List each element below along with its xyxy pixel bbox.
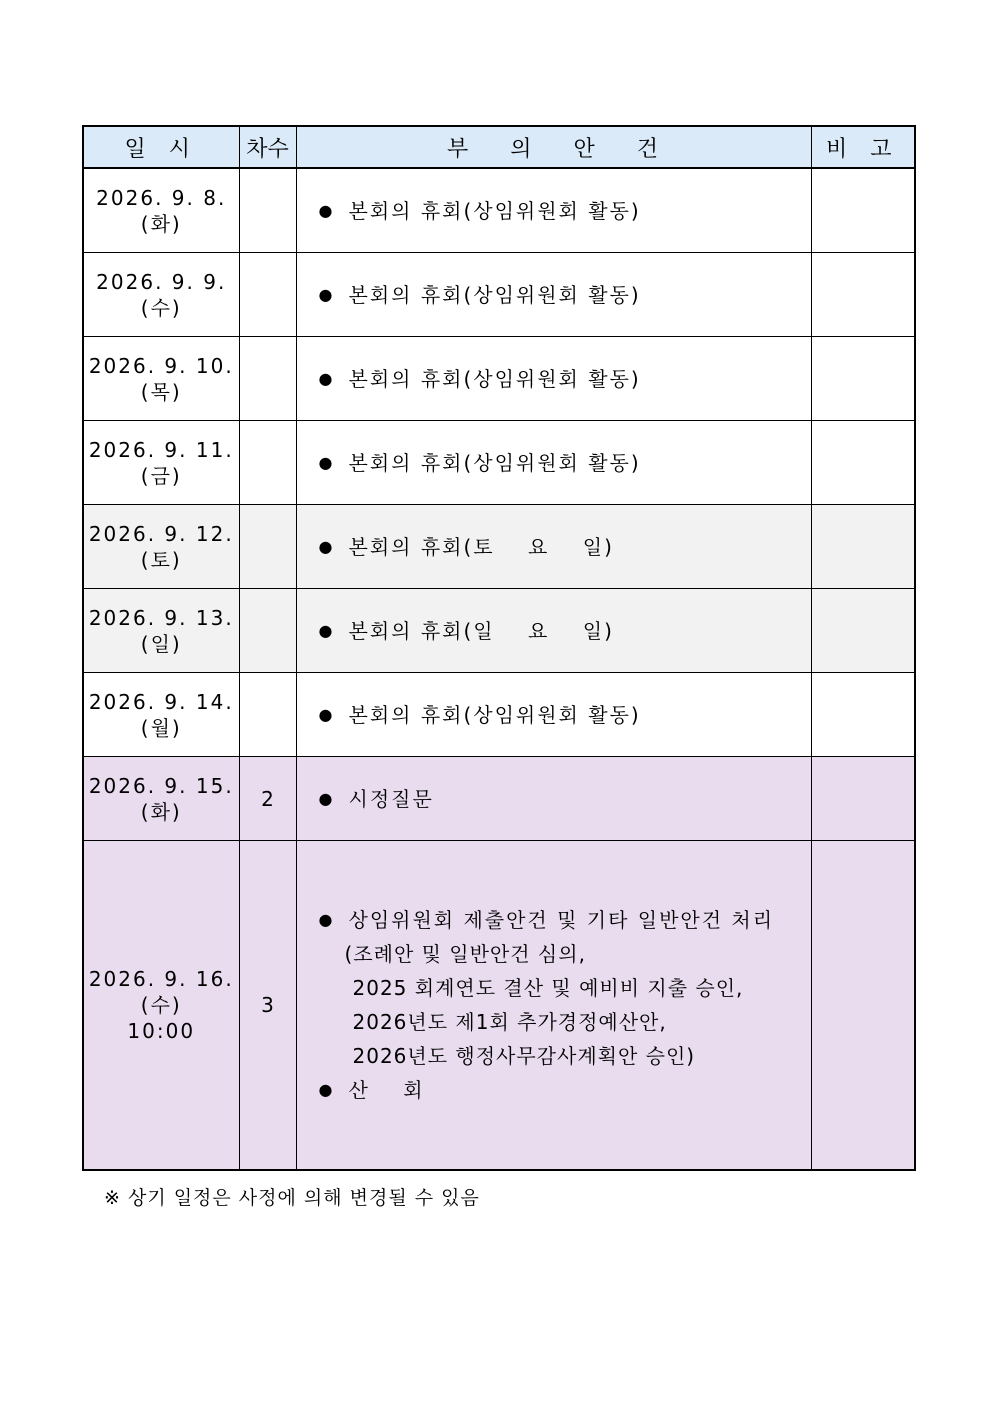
header-row: [83, 126, 915, 168]
note-cell: [811, 841, 915, 1171]
bullet-icon: ●: [318, 788, 333, 808]
day-text: (수): [140, 993, 182, 1017]
bullet-icon: ●: [318, 910, 333, 929]
item-text: 산 회: [348, 1078, 425, 1102]
items-cell: [296, 589, 811, 673]
items-cell: [296, 421, 811, 505]
time-text: 10:00: [127, 1019, 196, 1043]
date-text: 2026. 9. 9.: [96, 269, 227, 294]
sub-item-text: 2026년도 행정사무감사계획안 승인): [352, 1044, 696, 1068]
items-cell: [296, 337, 811, 421]
table-row-weekend: [83, 589, 915, 673]
order-cell: [239, 337, 296, 421]
bullet-icon: ●: [318, 536, 333, 556]
item-text: 본회의 휴회(상임위원회 활동): [348, 282, 641, 307]
sub-item-text: 2026년도 제1회 추가경정예산안,: [352, 1010, 667, 1034]
note-cell: [811, 757, 915, 841]
bullet-icon: ●: [318, 620, 333, 640]
date-cell: [83, 673, 239, 757]
table-row: [83, 337, 915, 421]
item-text: 본회의 휴회(상임위원회 활동): [348, 198, 641, 223]
items-cell: [296, 505, 811, 589]
note-cell: [811, 673, 915, 757]
date-text: 2026. 9. 16.: [88, 967, 234, 991]
bullet-icon: ●: [318, 452, 333, 472]
note-cell: [811, 253, 915, 337]
bullet-icon: ●: [318, 368, 333, 388]
date-text: 2026. 9. 13.: [88, 605, 234, 630]
items-cell: [296, 253, 811, 337]
order-cell: [239, 505, 296, 589]
date-cell: [83, 421, 239, 505]
table-row-weekend: [83, 505, 915, 589]
footnote: ※ 상기 일정은 사정에 의해 변경될 수 있음: [104, 1187, 480, 1209]
bullet-icon: ●: [318, 704, 333, 724]
header-items: 부의안건: [296, 126, 811, 168]
order-cell: [239, 168, 296, 253]
items-cell: [296, 673, 811, 757]
note-cell: [811, 421, 915, 505]
date-cell: [83, 841, 239, 1171]
date-text: 2026. 9. 10.: [88, 353, 234, 378]
order-cell: [239, 589, 296, 673]
order-cell: 3: [239, 841, 296, 1171]
order-cell: [239, 421, 296, 505]
header-order: 차수: [239, 126, 296, 168]
note-cell: [811, 168, 915, 253]
bullet-icon: ●: [318, 200, 333, 220]
date-cell: [83, 589, 239, 673]
table-row: [83, 253, 915, 337]
day-text: (일): [140, 631, 182, 656]
day-text: (토): [140, 547, 182, 572]
header-date: 일 시: [83, 126, 239, 168]
date-text: 2026. 9. 11.: [88, 437, 234, 462]
sub-item-text: 2025 회계연도 결산 및 예비비 지출 승인,: [352, 976, 744, 1000]
table-row: [83, 421, 915, 505]
date-text: 2026. 9. 15.: [88, 773, 234, 798]
day-text: (화): [140, 211, 182, 236]
item-text: 본회의 휴회(상임위원회 활동): [348, 702, 641, 727]
day-text: (월): [140, 715, 182, 740]
table-row: [83, 168, 915, 253]
items-cell: [296, 168, 811, 253]
date-text: 2026. 9. 8.: [96, 185, 227, 210]
sub-item-text: (조례안 및 일반안건 심의,: [344, 942, 586, 966]
date-cell: [83, 757, 239, 841]
item-text: 본회의 휴회(상임위원회 활동): [348, 450, 641, 475]
bullet-icon: ●: [318, 284, 333, 304]
date-text: 2026. 9. 14.: [88, 689, 234, 714]
table-row: [83, 673, 915, 757]
item-text: 시정질문: [348, 786, 434, 811]
bullet-icon: ●: [318, 1080, 333, 1099]
item-text: 본회의 휴회(상임위원회 활동): [348, 366, 641, 391]
day-text: (목): [140, 379, 182, 404]
item-text: 본회의 휴회(일 요 일): [348, 618, 614, 643]
header-note: 비 고: [811, 126, 915, 168]
date-cell: [83, 505, 239, 589]
note-cell: [811, 337, 915, 421]
date-cell: [83, 168, 239, 253]
item-text: 본회의 휴회(토 요 일): [348, 534, 614, 559]
order-cell: 2: [239, 757, 296, 841]
date-cell: [83, 253, 239, 337]
item-text: 상임위원회 제출안건 및 기타 일반안건 처리: [348, 908, 775, 932]
note-cell: [811, 505, 915, 589]
schedule-table: [82, 125, 916, 1171]
items-cell: [296, 841, 811, 1171]
date-text: 2026. 9. 12.: [88, 521, 234, 546]
day-text: (금): [140, 463, 182, 488]
order-cell: [239, 253, 296, 337]
table-row-session: [83, 841, 915, 1171]
day-text: (화): [140, 799, 182, 824]
items-cell: [296, 757, 811, 841]
note-cell: [811, 589, 915, 673]
order-cell: [239, 673, 296, 757]
day-text: (수): [140, 295, 182, 320]
date-cell: [83, 337, 239, 421]
table-row-session: [83, 757, 915, 841]
